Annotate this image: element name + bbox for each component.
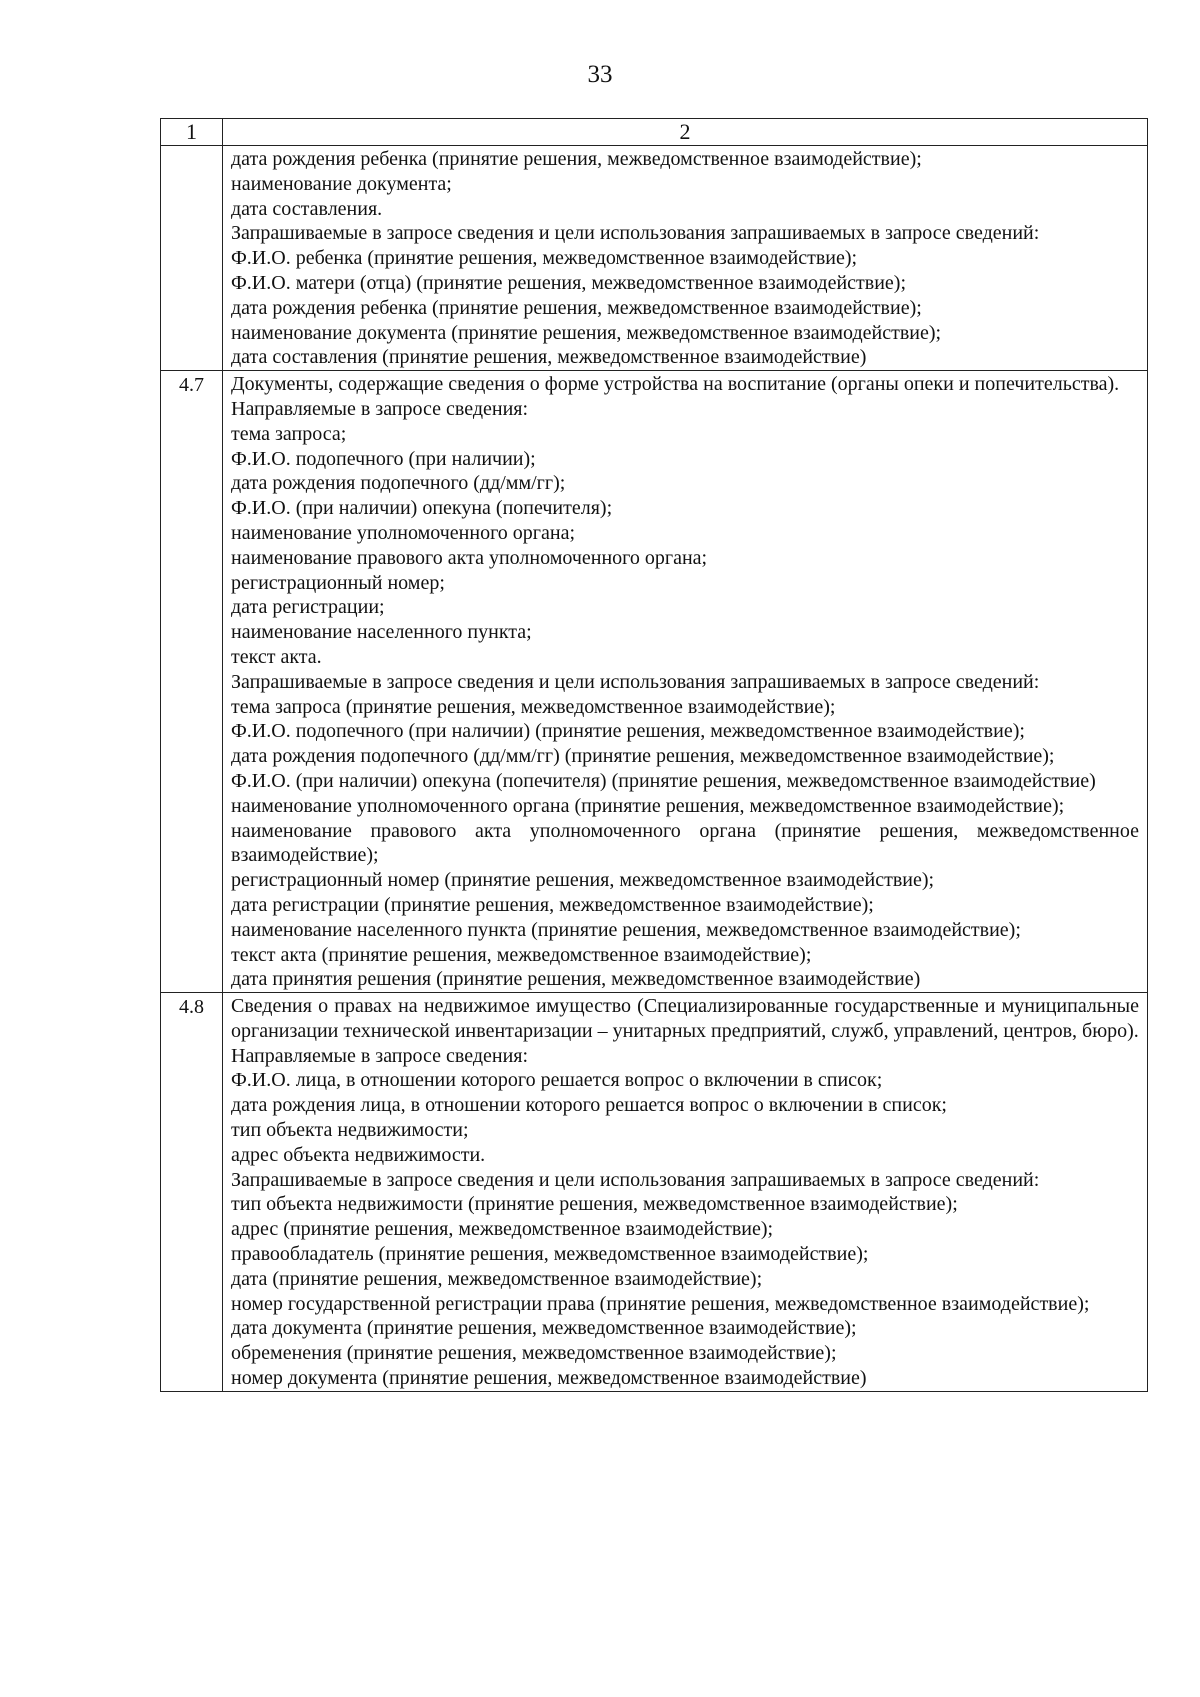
content-line: дата рождения подопечного (дд/мм/гг) (принятие решения, межведомственное взаимодействие); [231,745,1055,768]
content-line: наименование правового акта уполномоченного органа (принятие решения, межведомственное взаимодействие); [231,819,1139,867]
content-line: наименование уполномоченного органа (принятие решения, межведомственное взаимодействие); [231,794,1065,817]
content-line: Сведения о правах на недвижимое имущество (Специализированные государственные и муниципальные организации технической инвентаризации – унитарных предприятий, служб, управлений, центров, бюро). [231,995,1139,1042]
content-line: адрес объекта недвижимости. [231,1143,486,1166]
content-line: дата рождения ребенка (принятие решения, межведомственное взаимодействие); [231,148,922,170]
content-line: Ф.И.О. матери (отца) (принятие решения, межведомственное взаимодействие); [231,271,907,294]
row-number [161,146,223,371]
content-line: регистрационный номер (принятие решения, межведомственное взаимодействие); [231,869,935,892]
content-line: наименование документа; [231,172,452,195]
content-line: Ф.И.О. подопечного (при наличии); [231,447,536,470]
content-line: наименование уполномоченного органа; [231,521,576,544]
content-line: тип объекта недвижимости (принятие решения, межведомственное взаимодействие); [231,1193,958,1216]
column-header-1: 1 [161,119,223,146]
row-number: 4.7 [161,371,223,993]
content-line: дата рождения лица, в отношении которого решается вопрос о включении в список; [231,1094,947,1117]
content-line: дата регистрации (принятие решения, межведомственное взаимодействие); [231,893,874,916]
row-content [223,146,1148,371]
content-line: Запрашиваемые в запросе сведения и цели использования запрашиваемых в запросе сведений: [231,222,1040,245]
content-line: правообладатель (принятие решения, межведомственное взаимодействие); [231,1243,869,1266]
content-line: дата (принятие решения, межведомственное взаимодействие); [231,1267,763,1290]
table-row-continuation [161,146,1148,371]
content-line: текст акта. [231,645,322,668]
table-row-4-8 [161,993,1148,1392]
content-line: обременения (принятие решения, межведомственное взаимодействие); [231,1342,837,1365]
table-header-row [161,119,1148,146]
content-line: дата принятия решения (принятие решения, межведомственное взаимодействие) [231,968,921,991]
content-line: Ф.И.О. лица, в отношении которого решается вопрос о включении в список; [231,1069,883,1092]
page-number: 33 [587,61,613,88]
content-line: дата составления (принятие решения, межведомственное взаимодействие) [231,346,867,369]
content-line: Направляемые в запросе сведения: [231,1044,529,1067]
content-line: Ф.И.О. подопечного (при наличии) (принятие решения, межведомственное взаимодействие); [231,720,1025,743]
content-line: адрес (принятие решения, межведомственное взаимодействие); [231,1218,774,1241]
column-header-2: 2 [223,119,1148,146]
content-line: наименование правового акта уполномоченного органа; [231,546,708,569]
content-line: дата документа (принятие решения, межведомственное взаимодействие); [231,1317,857,1340]
content-line: номер документа (принятие решения, межведомственное взаимодействие) [231,1367,867,1390]
content-line: регистрационный номер; [231,571,445,594]
content-line: дата рождения подопечного (дд/мм/гг); [231,472,566,495]
content-line: Запрашиваемые в запросе сведения и цели использования запрашиваемых в запросе сведений: [231,670,1040,693]
content-line: дата рождения ребенка (принятие решения, межведомственное взаимодействие); [231,296,922,319]
content-line: Ф.И.О. ребенка (принятие решения, межведомственное взаимодействие); [231,247,858,270]
table-row-4-7 [161,371,1148,993]
row-content [223,993,1148,1392]
content-line: Ф.И.О. (при наличии) опекуна (попечителя); [231,497,613,520]
content-line: наименование населенного пункта; [231,621,532,644]
content-line: тип объекта недвижимости; [231,1119,469,1142]
content-line: Запрашиваемые в запросе сведения и цели использования запрашиваемых в запросе сведений: [231,1168,1040,1191]
content-line: наименование документа (принятие решения, межведомственное взаимодействие); [231,321,942,344]
content-line: наименование населенного пункта (принятие решения, межведомственное взаимодействие); [231,918,1021,941]
content-line: дата составления. [231,197,383,220]
content-line: Направляемые в запросе сведения: [231,397,529,420]
document-table [160,118,1148,1392]
content-line: номер государственной регистрации права (принятие решения, межведомственное взаимодействие); [231,1292,1090,1315]
row-content [223,371,1148,993]
content-line: тема запроса (принятие решения, межведомственное взаимодействие); [231,695,836,718]
content-line: тема запроса; [231,422,347,445]
content-line: Ф.И.О. (при наличии) опекуна (попечителя) (принятие решения, межведомственное взаимодействие) [231,769,1096,792]
row-number: 4.8 [161,993,223,1392]
content-line: дата регистрации; [231,596,385,619]
content-line: текст акта (принятие решения, межведомственное взаимодействие); [231,943,812,966]
content-line: Документы, содержащие сведения о форме устройства на воспитание (органы опеки и попечительства). [231,373,1120,396]
